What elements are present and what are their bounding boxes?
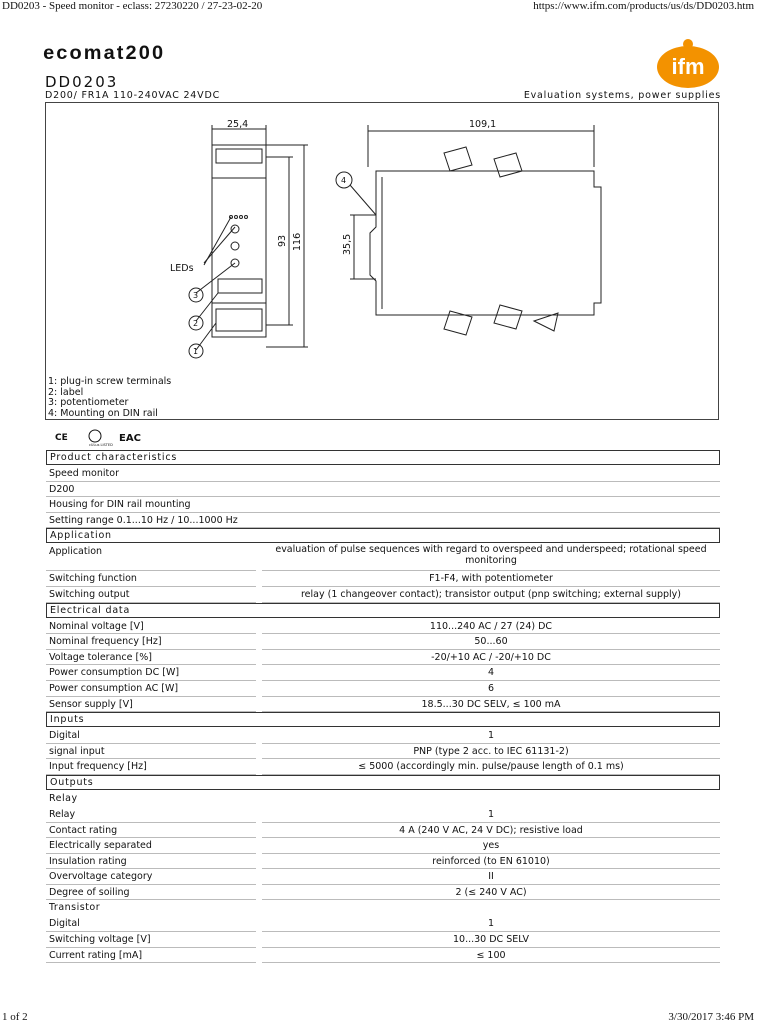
row-value: 50...60 xyxy=(262,634,720,650)
row-value: 4 A (240 V AC, 24 V DC); resistive load xyxy=(262,823,720,839)
table-row xyxy=(46,823,720,839)
callout-2: 2 xyxy=(193,319,199,328)
row-value: 110...240 AC / 27 (24) DC xyxy=(262,619,720,635)
drawing-legend xyxy=(48,377,171,419)
product-category: Evaluation systems, power supplies xyxy=(523,90,721,101)
section-application: Application xyxy=(46,528,720,543)
dimension-drawing-svg xyxy=(46,103,720,421)
table-row xyxy=(46,869,720,885)
dim-front-width: 25,4 xyxy=(227,119,249,130)
dimension-drawing xyxy=(45,102,719,420)
subsection-relay: Relay xyxy=(49,792,78,804)
print-header-url[interactable]: https://www.ifm.com/products/us/ds/DD0203.htm xyxy=(533,0,754,12)
print-header xyxy=(0,0,768,14)
row-value: relay (1 changeover contact); transistor output (pnp switching; external supply) xyxy=(262,587,720,603)
section-outputs: Outputs xyxy=(46,775,720,790)
table-row xyxy=(46,759,720,775)
row-value: II xyxy=(262,869,720,885)
row-value: 1 xyxy=(262,916,720,932)
dim-rail: 35,5 xyxy=(342,233,353,255)
model-subtitle: D200/ FR1A 110-240VAC 24VDC xyxy=(45,90,221,101)
row-value: evaluation of pulse sequences with regard to overspeed and underspeed; rotational speed monitoring xyxy=(262,544,720,571)
print-datetime: 3/30/2017 3:46 PM xyxy=(668,1011,754,1023)
dim-side-width: 109,1 xyxy=(469,119,497,130)
legend-item: 1: plug-in screw terminals xyxy=(48,376,172,387)
table-row xyxy=(46,885,720,901)
legend-item: 3: potentiometer xyxy=(48,397,129,409)
section-electrical-data: Electrical data xyxy=(46,603,720,618)
section-inputs: Inputs xyxy=(46,712,720,727)
table-row xyxy=(46,587,720,603)
callout-1: 1 xyxy=(193,347,199,356)
table-row xyxy=(46,838,720,854)
section-product-characteristics: Product characteristics xyxy=(46,450,720,465)
table-row xyxy=(46,948,720,964)
row-value: -20/+10 AC / -20/+10 DC xyxy=(262,650,720,666)
row-value: Speed monitor xyxy=(46,466,720,482)
table-row xyxy=(46,634,720,650)
row-value: PNP (type 2 acc. to IEC 61131-2) xyxy=(262,744,720,760)
row-value: 2 (≤ 240 V AC) xyxy=(262,885,720,901)
row-key: Power consumption AC [W] xyxy=(46,681,256,697)
row-key: Nominal voltage [V] xyxy=(46,619,256,635)
table-row xyxy=(46,728,720,744)
row-value: 4 xyxy=(262,665,720,681)
row-key: Digital xyxy=(46,728,256,744)
side-housing xyxy=(370,171,601,315)
front-housing xyxy=(212,145,266,337)
table-row xyxy=(46,513,720,529)
table-row xyxy=(46,681,720,697)
row-key: Switching voltage [V] xyxy=(46,932,256,948)
print-header-title: DD0203 - Speed monitor - eclass: 27230220 / 27-23-02-20 xyxy=(2,0,263,12)
specifications xyxy=(46,450,720,963)
row-key: Degree of soiling xyxy=(46,885,256,901)
row-key: Switching output xyxy=(46,587,256,603)
table-row xyxy=(46,497,720,513)
table-row xyxy=(46,619,720,635)
row-key: Power consumption DC [W] xyxy=(46,665,256,681)
table-row xyxy=(46,544,720,571)
row-key: Input frequency [Hz] xyxy=(46,759,256,775)
row-value: Setting range 0.1...10 Hz / 10...1000 Hz xyxy=(46,513,720,529)
table-row xyxy=(46,854,720,870)
row-key: Electrically separated xyxy=(46,838,256,854)
row-key: Application xyxy=(46,544,256,571)
dim-outer-height: 116 xyxy=(292,232,303,251)
table-row xyxy=(46,807,720,823)
row-key: Nominal frequency [Hz] xyxy=(46,634,256,650)
legend-item: 4: Mounting on DIN rail xyxy=(48,407,158,419)
model-number: DD0203 xyxy=(45,73,119,91)
row-key: Relay xyxy=(46,807,256,823)
row-value: ≤ 100 xyxy=(262,948,720,964)
row-value: D200 xyxy=(46,482,720,498)
certification-marks xyxy=(53,429,153,447)
row-key: signal input xyxy=(46,744,256,760)
row-value: 1 xyxy=(262,807,720,823)
table-row xyxy=(46,932,720,948)
row-key: Insulation rating xyxy=(46,854,256,870)
row-key: Switching function xyxy=(46,571,256,587)
row-value: 10...30 DC SELV xyxy=(262,932,720,948)
table-row xyxy=(46,482,720,498)
table-row xyxy=(46,697,720,713)
row-key: Sensor supply [V] xyxy=(46,697,256,713)
table-row xyxy=(46,665,720,681)
row-value: 18.5...30 DC SELV, ≤ 100 mA xyxy=(262,697,720,713)
row-key: Contact rating xyxy=(46,823,256,839)
page-number: 1 of 2 xyxy=(2,1011,28,1023)
legend-item: 2: label xyxy=(48,386,84,398)
row-key: Current rating [mA] xyxy=(46,948,256,964)
row-value: reinforced (to EN 61010) xyxy=(262,854,720,870)
row-value: F1-F4, with potentiometer xyxy=(262,571,720,587)
table-row xyxy=(46,744,720,760)
ifm-logo xyxy=(657,46,719,88)
row-value: 6 xyxy=(262,681,720,697)
leds-label: LEDs xyxy=(170,263,194,274)
subsection-transistor: Transistor xyxy=(49,902,101,914)
table-row xyxy=(46,650,720,666)
callout-4: 4 xyxy=(341,176,347,185)
table-row xyxy=(46,466,720,482)
eac-mark: EAC xyxy=(119,433,141,444)
table-row xyxy=(46,571,720,587)
ifm-logo-text: ifm xyxy=(671,54,705,79)
row-key: Digital xyxy=(46,916,256,932)
brand-wordmark: ecomat200 xyxy=(43,43,166,64)
row-key: Voltage tolerance [%] xyxy=(46,650,256,666)
ce-mark: CE xyxy=(55,433,68,443)
row-value: yes xyxy=(262,838,720,854)
ul-mark: cULus LISTED xyxy=(89,443,113,447)
row-value: ≤ 5000 (accordingly min. pulse/pause length of 0.1 ms) xyxy=(262,759,720,775)
row-value: 1 xyxy=(262,728,720,744)
row-value: Housing for DIN rail mounting xyxy=(46,497,720,513)
callout-3: 3 xyxy=(193,291,199,300)
row-key: Overvoltage category xyxy=(46,869,256,885)
dim-inner-height: 93 xyxy=(277,234,288,247)
table-row xyxy=(46,916,720,932)
